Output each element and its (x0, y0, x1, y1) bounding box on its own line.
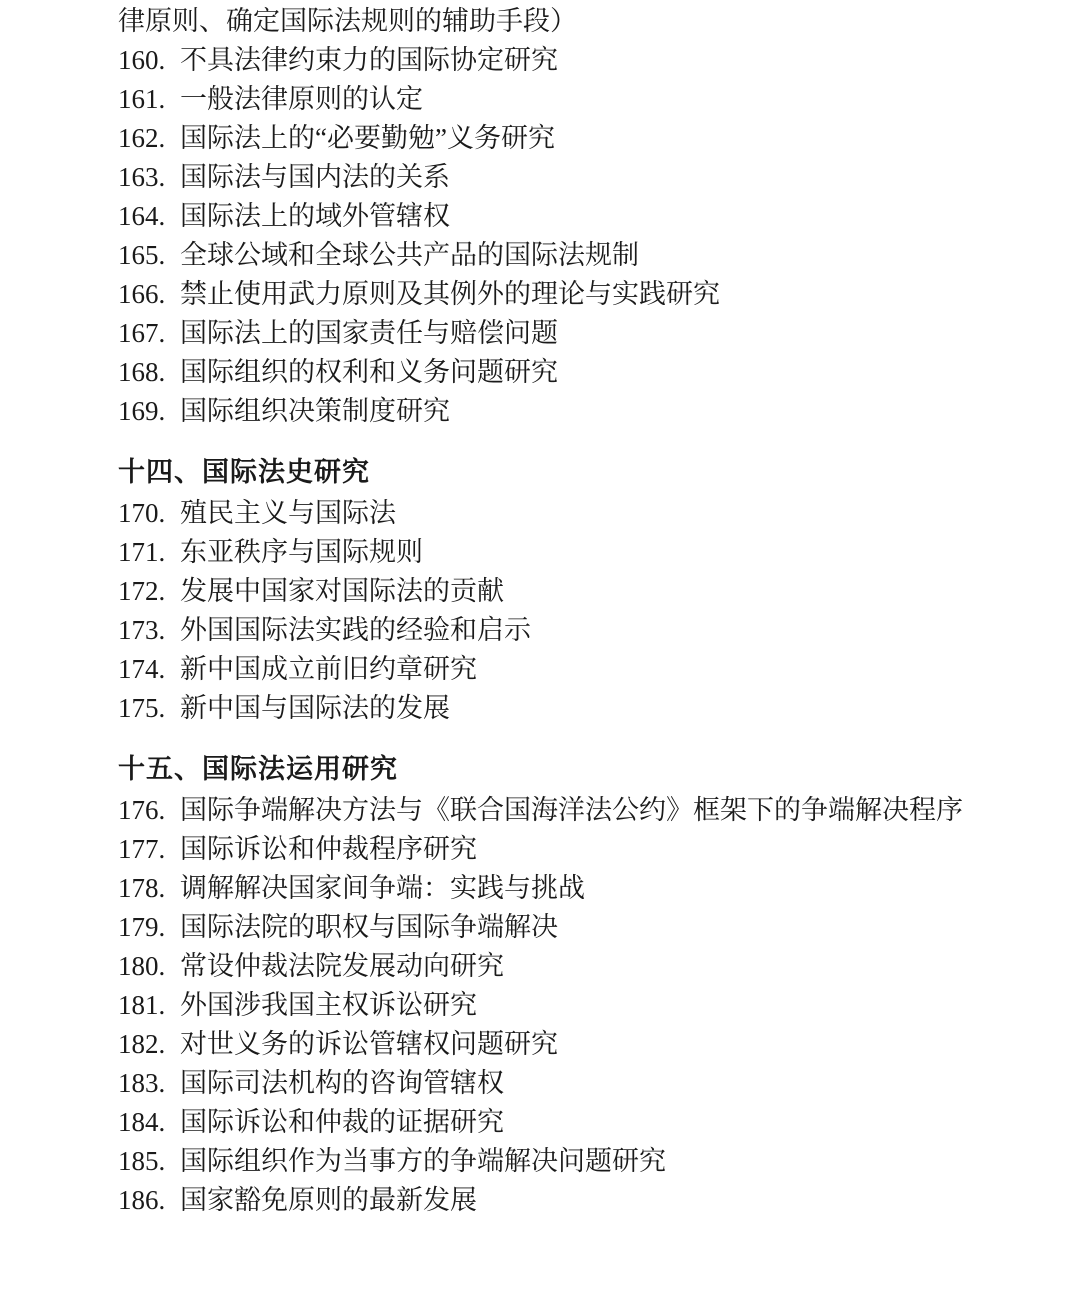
list-item-text: 调解解决国家间争端：实践与挑战 (180, 873, 585, 903)
list-item (118, 197, 1010, 236)
list-item-text: 常设仲裁法院发展动向研究 (180, 951, 504, 981)
list-item-number: 183. (118, 1068, 166, 1098)
list-item-text: 国际争端解决方法与《联合国海洋法公约》框架下的争端解决程序 (180, 795, 963, 825)
list-item-text: 外国涉我国主权诉讼研究 (180, 990, 477, 1020)
list-item-number: 169. (118, 396, 166, 426)
list-item-number: 168. (118, 357, 166, 387)
list-item (118, 533, 1010, 572)
list-item (118, 236, 1010, 275)
list-item-number: 173. (118, 615, 166, 645)
list-item-number: 180. (118, 951, 166, 981)
list-item-number: 166. (118, 279, 166, 309)
list-item (118, 791, 1010, 830)
section-block-14 (118, 431, 1010, 728)
list-item (118, 1025, 1010, 1064)
section-heading: 十五、国际法运用研究 (118, 754, 398, 784)
list-item-text: 国际法院的职权与国际争端解决 (180, 912, 558, 942)
list-item-text: 新中国成立前旧约章研究 (180, 654, 477, 684)
continued-paragraph: 律原则、确定国际法规则的辅助手段） (118, 6, 577, 36)
list-item (118, 869, 1010, 908)
list-item-text: 东亚秩序与国际规则 (180, 537, 423, 567)
list-item (118, 650, 1010, 689)
list-item-number: 160. (118, 45, 166, 75)
list-item-number: 186. (118, 1185, 166, 1215)
list-item-number: 170. (118, 498, 166, 528)
list-item (118, 830, 1010, 869)
list-item-text: 殖民主义与国际法 (180, 498, 396, 528)
list-item-text: 新中国与国际法的发展 (180, 693, 450, 723)
list-item-text: 不具法律约束力的国际协定研究 (180, 45, 558, 75)
list-item (118, 572, 1010, 611)
list-item (118, 494, 1010, 533)
list-item (118, 1181, 1010, 1220)
list-item-text: 外国国际法实践的经验和启示 (180, 615, 531, 645)
list-item (118, 986, 1010, 1025)
list-item-number: 185. (118, 1146, 166, 1176)
list-item (118, 80, 1010, 119)
list-item-text: 禁止使用武力原则及其例外的理论与实践研究 (180, 279, 720, 309)
section-heading: 十四、国际法史研究 (118, 457, 370, 487)
list-item (118, 1064, 1010, 1103)
list-item-number: 175. (118, 693, 166, 723)
list-item-text: 国际法上的“必要勤勉”义务研究 (180, 123, 555, 153)
list-item-text: 国际组织作为当事方的争端解决问题研究 (180, 1146, 666, 1176)
list-item (118, 947, 1010, 986)
list-item-text: 国际法上的域外管辖权 (180, 201, 450, 231)
list-item-number: 176. (118, 795, 166, 825)
list-item-number: 167. (118, 318, 166, 348)
list-item-text: 一般法律原则的认定 (180, 84, 423, 114)
list-item-text: 全球公域和全球公共产品的国际法规制 (180, 240, 639, 270)
list-item (118, 1103, 1010, 1142)
list-item (118, 314, 1010, 353)
list-item-number: 178. (118, 873, 166, 903)
list-item (118, 41, 1010, 80)
list-item-text: 发展中国家对国际法的贡献 (180, 576, 504, 606)
list-item (118, 908, 1010, 947)
list-item-text: 对世义务的诉讼管辖权问题研究 (180, 1029, 558, 1059)
list-item-number: 182. (118, 1029, 166, 1059)
list-block-1 (118, 41, 1010, 431)
list-item-number: 174. (118, 654, 166, 684)
list-item (118, 611, 1010, 650)
list-item-number: 162. (118, 123, 166, 153)
list-item-text: 国际法与国内法的关系 (180, 162, 450, 192)
list-item-text: 国际组织的权利和义务问题研究 (180, 357, 558, 387)
list-item (118, 1142, 1010, 1181)
list-item-number: 171. (118, 537, 166, 567)
section-block-15 (118, 728, 1010, 1220)
list-item-number: 161. (118, 84, 166, 114)
list-item-number: 163. (118, 162, 166, 192)
list-item-text: 国际组织决策制度研究 (180, 396, 450, 426)
list-item-number: 179. (118, 912, 166, 942)
list-item-number: 164. (118, 201, 166, 231)
list-item-number: 181. (118, 990, 166, 1020)
list-item-number: 184. (118, 1107, 166, 1137)
list-item-number: 177. (118, 834, 166, 864)
list-item-text: 国际诉讼和仲裁的证据研究 (180, 1107, 504, 1137)
list-item-text: 国际诉讼和仲裁程序研究 (180, 834, 477, 864)
list-item (118, 353, 1010, 392)
list-item (118, 689, 1010, 728)
list-item (118, 158, 1010, 197)
list-item (118, 392, 1010, 431)
list-item-text: 国际法上的国家责任与赔偿问题 (180, 318, 558, 348)
list-item-text: 国际司法机构的咨询管辖权 (180, 1068, 504, 1098)
list-item-text: 国家豁免原则的最新发展 (180, 1185, 477, 1215)
list-item (118, 119, 1010, 158)
list-item (118, 275, 1010, 314)
list-item-number: 165. (118, 240, 166, 270)
list-item-number: 172. (118, 576, 166, 606)
